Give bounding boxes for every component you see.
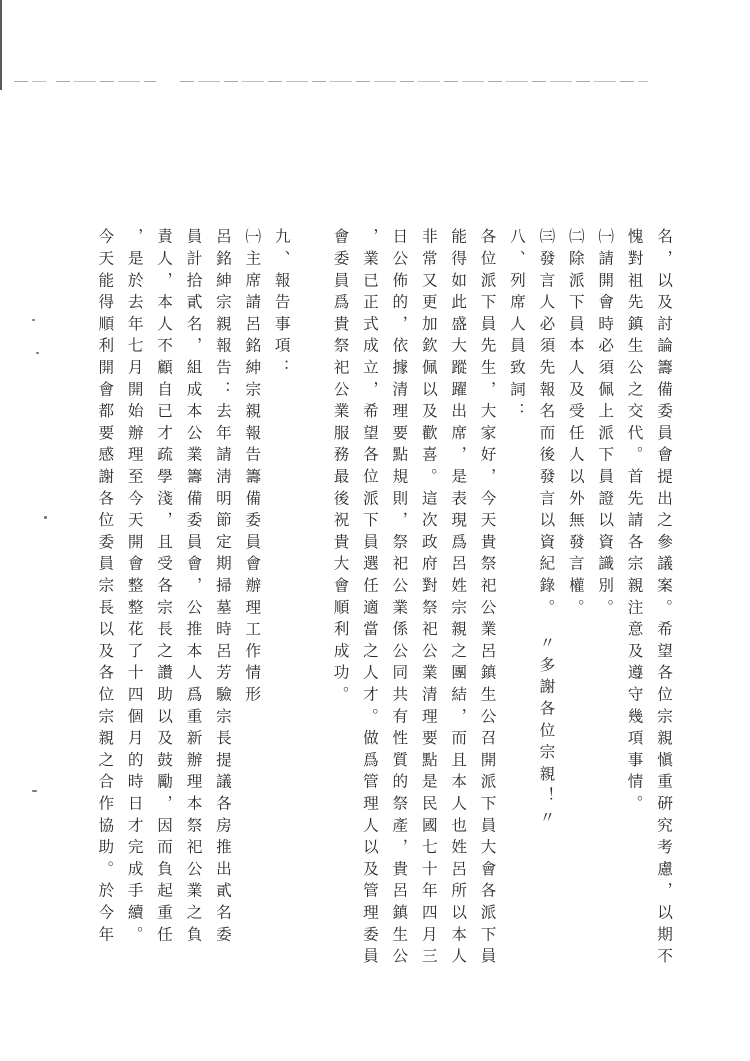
text-column: 員計拾貳名，組成本公業籌備委員會，公推本人爲重新辦理本祭祀公業之負 [184,228,203,948]
blank-column [296,228,325,948]
text-column: ㈠主席請呂銘紳宗親報告籌備委員會辦理工作情形 [243,228,262,708]
text-column: 日公佈的，依據清理要點規則，祭祀公業係公同共有性質的祭產，貴呂鎮生公 [390,228,409,970]
scan-speck [44,516,47,519]
text-column: 各位派下員先生，大家好，今天貴祭祀公業呂鎮生公召開派下員大會各派下員 [478,228,497,970]
scan-speck [36,352,39,354]
text-column: 呂銘紳宗親報告：去年請淸明節定期掃墓時呂芳驗宗長提議各房推出貳名委 [213,228,232,948]
text-column: 名，以及討論籌備委員會提出之參議案。希望各位宗親愼重硏究考慮，以期不 [655,228,673,970]
scan-rule-line [56,81,156,82]
section-heading: 八、列席人員致詞： [507,228,526,425]
text-column: 愧對祖先鎮生公之交代。首先請各宗親注意及遵守幾項事情。 [625,228,644,817]
text-column: ，是於去年七月開始辦理至今天開會整整花了十四個月的時日才完成手續。 [125,228,144,948]
scan-rule-line [14,81,46,82]
text-column: 非常又更加欽佩以及歡喜。這次政府對祭祀公業清理要點是民國七十年四月三 [419,228,438,970]
text-column: 能得如此盛大蹤躍出席，是表現爲呂姓宗親之團結，而且本人也姓呂所以本人 [449,228,468,970]
text-column: ㈡除派下員本人及受任人以外無發言權。 [566,228,585,621]
text-column: 今天能得順利開會都要感謝各位委員宗長以及各位宗親之合作協助。於今年 [96,228,115,948]
scan-rule-line [180,81,648,82]
vertical-text-body [90,228,678,970]
section-heading: 九、報告事項： [272,228,291,381]
scan-edge-mark [0,0,2,90]
text-column: ㈠請開會時必須佩上派下員證以資識別。 [596,228,615,621]
text-column: 會委員爲貴祭祀公業服務最後祝貴大會順利成功。 [331,228,350,708]
scan-speck [32,790,37,792]
text-column: 責人，本人不顧自已才疏學淺，且受各宗長之讚助以及鼓勵，因而負起重任 [155,228,174,948]
text-column: ，業已正式成立，希望各位派下員選任適當之人才。做爲管理人以及管理委員 [360,228,379,970]
scan-speck [32,319,35,321]
text-column: ㈢發言人必須先報名而後發言以資紀錄。 〃多謝各位宗親！〃 [537,228,556,831]
